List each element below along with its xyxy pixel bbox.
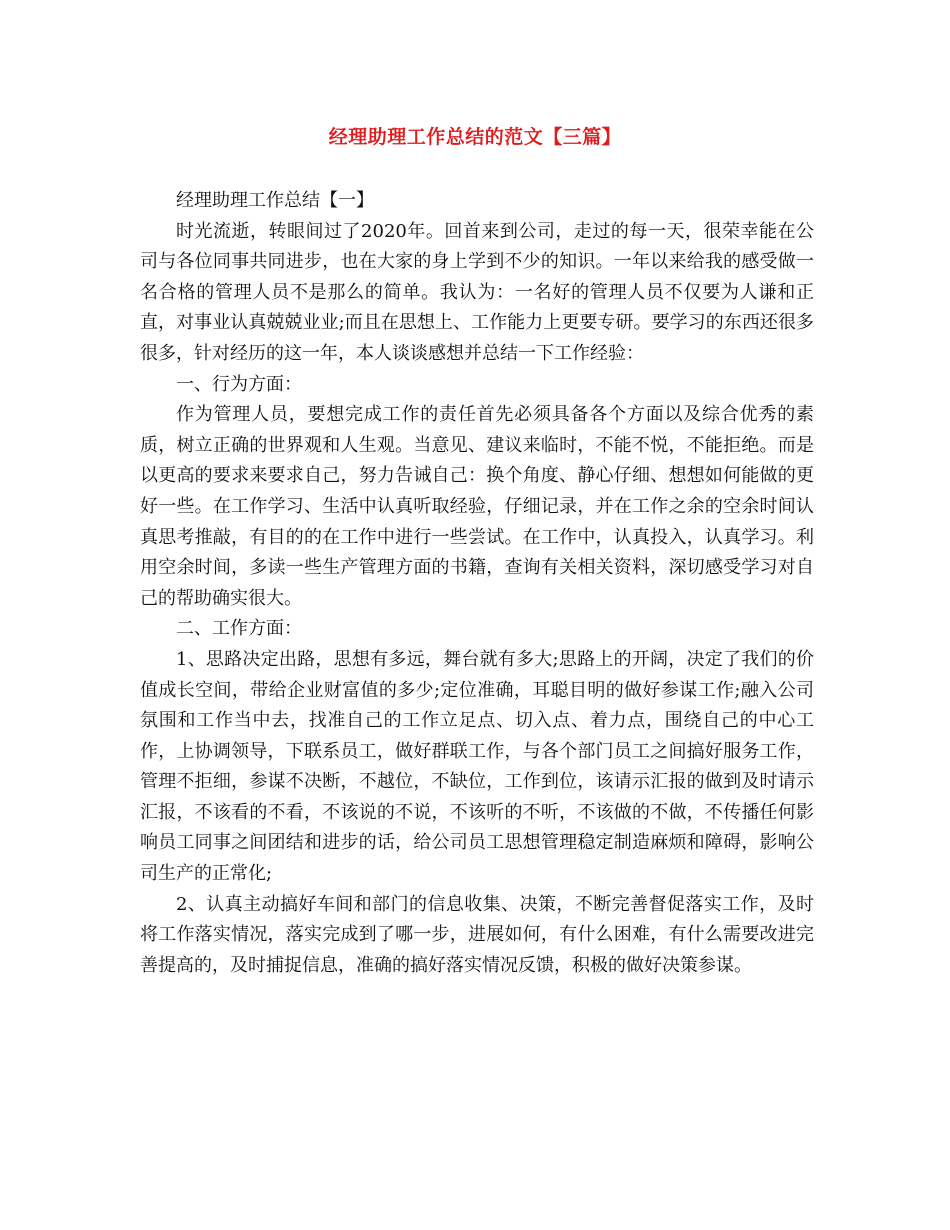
- document-title: 经理助理工作总结的范文【三篇】: [328, 126, 622, 148]
- section-heading-one: 经理助理工作总结【一】: [176, 190, 374, 211]
- section-heading-work: 二、工作方面：: [176, 618, 302, 640]
- work-point-1: 1、思路决定出路，思想有多远，舞台就有多大;思路上的开阔，决定了我们的价值成长空间，带给企业财富值的多少;定位准确，耳聪目明的做好参谋工作;融入公司氛围和工作当中去，找准自己的工作立足点、切入点、着力点，围绕自己的中心工作，上协调领导，下联系员工，做好群联工作，与各个部门员工之间搞好服务工作，管理不拒细，参谋不决断，不越位，不缺位，工作到位，该请示汇报的做到及时请示汇报，不该看的不看，不该说的不说，不该听的不听，不该做的不做，不传播任何影响员工同事之间团结和进步的话，给公司员工思想管理稳定制造麻烦和障碍，影响公司生产的正常化;: [140, 648, 814, 885]
- behavior-paragraph: 作为管理人员，要想完成工作的责任首先必须具备各个方面以及综合优秀的素质，树立正确的世界观和人生观。当意见、建议来临时，不能不悦，不能拒绝。而是以更高的要求来要求自己，努力告诫自己：换个角度、静心仔细、想想如何能做的更好一些。在工作学习、生活中认真听取经验，仔细记录，并在工作之余的空余时间认真思考推敲，有目的的在工作中进行一些尝试。在工作中，认真投入，认真学习。利用空余时间，多读一些生产管理方面的书籍，查询有关相关资料，深切感受学习对自己的帮助确实很大。: [140, 404, 814, 609]
- section-heading-behavior: 一、行为方面：: [176, 373, 302, 395]
- work-point-2: 2、认真主动搞好车间和部门的信息收集、决策，不断完善督促落实工作，及时将工作落实情况，落实完成到了哪一步，进展如何，有什么困难，有什么需要改进完善提高的，及时捕捉信息，准确的搞好落实情况反馈，积极的做好决策参谋。: [140, 893, 814, 976]
- intro-paragraph: 时光流逝，转眼间过了2020年。回首来到公司，走过的每一天，很荣幸能在公司与各位同事共同进步，也在大家的身上学到不少的知识。一年以来给我的感受做一名合格的管理人员不是那么的简单。我认为：一名好的管理人员不仅要为人谦和正直，对事业认真兢兢业业;而且在思想上、工作能力上更要专研。要学习的东西还很多很多，针对经历的这一年，本人谈谈感想并总结一下工作经验：: [140, 220, 814, 364]
- document-body: [140, 186, 814, 981]
